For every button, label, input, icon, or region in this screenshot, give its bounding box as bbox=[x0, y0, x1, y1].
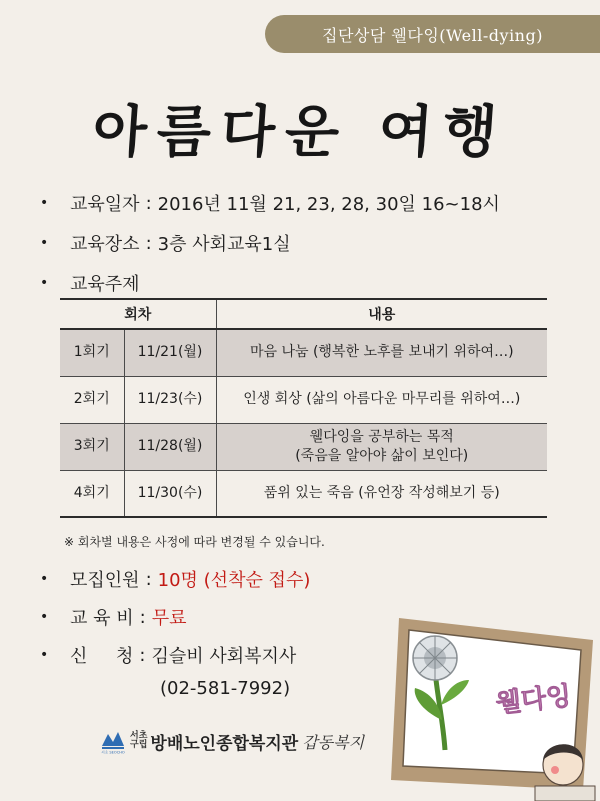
info-label: 모집인원 bbox=[70, 570, 140, 591]
session-number-cell: 2회기 bbox=[60, 376, 124, 423]
org-name: 방배노인종합복지관 bbox=[150, 733, 299, 754]
session-number-cell: 1회기 bbox=[60, 329, 124, 376]
session-content-cell: 품위 있는 죽음 (유언장 작성해보기 등) bbox=[216, 470, 547, 517]
main-title: 아름다운 여행 bbox=[90, 99, 510, 165]
table-row bbox=[60, 376, 547, 423]
schedule-body bbox=[60, 329, 547, 517]
organization-logo bbox=[100, 728, 364, 754]
info-value: 2016년 11월 21, 23, 28, 30일 16~18시 bbox=[157, 194, 500, 215]
info-list bbox=[40, 183, 580, 303]
contact-phone: (02-581-7992) bbox=[160, 678, 291, 699]
flower-frame-illustration-icon bbox=[385, 600, 600, 801]
bullet-icon: • bbox=[40, 235, 49, 251]
info-label: 교육주제 bbox=[70, 274, 140, 295]
info-row-fee bbox=[40, 598, 400, 636]
org-slogan: 갑동복지 bbox=[302, 732, 365, 752]
session-date-cell: 11/30(수) bbox=[124, 470, 216, 517]
logo-district-line1: 서초 bbox=[130, 730, 148, 741]
bullet-icon: • bbox=[40, 647, 49, 663]
bullet-icon: • bbox=[40, 195, 49, 211]
session-date-cell: 11/28(월) bbox=[124, 423, 216, 470]
session-number-cell: 4회기 bbox=[60, 470, 124, 517]
session-content-cell: 마음 나눔 (행복한 노후를 보내기 위하여…) bbox=[216, 329, 547, 376]
bullet-icon: • bbox=[40, 275, 49, 291]
session-date-cell: 11/21(월) bbox=[124, 329, 216, 376]
info-value: 3층 사회교육1실 bbox=[157, 234, 291, 255]
program-tag: 집단상담 웰다잉(Well-dying) bbox=[265, 15, 600, 53]
capacity-value: 10명 (선착순 접수) bbox=[157, 570, 311, 591]
separator: : bbox=[139, 606, 146, 628]
column-header-session: 회차 bbox=[60, 299, 216, 329]
schedule-table bbox=[60, 298, 547, 518]
bullet-icon: • bbox=[40, 609, 49, 625]
apply-value: 김슬비 사회복지사 bbox=[151, 646, 297, 667]
session-number-cell: 3회기 bbox=[60, 423, 124, 470]
recruit-list bbox=[40, 560, 400, 674]
table-row bbox=[60, 470, 547, 517]
session-content-cell: 인생 회상 (삶의 아름다운 마무리를 위하여…) bbox=[216, 376, 547, 423]
info-label: 교육장소 bbox=[70, 234, 140, 255]
info-row-date bbox=[40, 183, 580, 223]
table-row bbox=[60, 329, 547, 376]
separator: : bbox=[145, 192, 152, 214]
info-row-place bbox=[40, 223, 580, 263]
separator: : bbox=[139, 644, 146, 666]
logo-caption: 서초 SEOCHO bbox=[101, 750, 125, 754]
illustration-text: 웰다잉 bbox=[494, 681, 573, 719]
table-row bbox=[60, 423, 547, 470]
schedule-note: ※ 회차별 내용은 사정에 따라 변경될 수 있습니다. bbox=[64, 535, 325, 549]
column-header-content: 내용 bbox=[216, 299, 547, 329]
info-row-capacity bbox=[40, 560, 400, 598]
bullet-icon: • bbox=[40, 571, 49, 587]
info-label: 교 육 비 bbox=[70, 608, 134, 629]
separator: : bbox=[145, 232, 152, 254]
fee-value: 무료 bbox=[151, 608, 187, 629]
seocho-logo-icon bbox=[100, 728, 126, 754]
session-content-cell: 웰다잉을 공부하는 목적 (죽음을 알아야 삶이 보인다) bbox=[216, 423, 547, 470]
separator: : bbox=[145, 568, 152, 590]
session-date-cell: 11/23(수) bbox=[124, 376, 216, 423]
info-label: 신 청 bbox=[70, 646, 134, 667]
logo-district-line2: 구립 bbox=[130, 740, 148, 750]
logo-district bbox=[130, 732, 147, 751]
info-row-topic bbox=[40, 263, 580, 303]
info-label: 교육일자 bbox=[70, 194, 140, 215]
table-header-row bbox=[60, 299, 547, 329]
info-row-apply bbox=[40, 636, 400, 674]
